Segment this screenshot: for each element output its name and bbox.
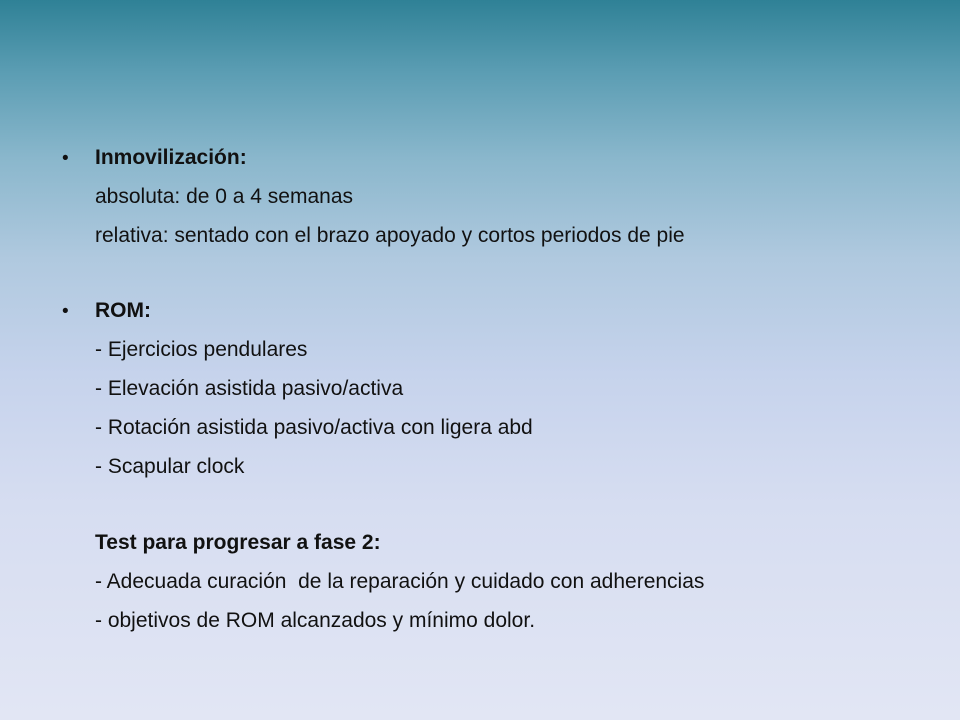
- text-line: - Elevación asistida pasivo/activa: [95, 377, 404, 400]
- text-line: absoluta: de 0 a 4 semanas: [95, 185, 354, 208]
- text-line: - objetivos de ROM alcanzados y mínimo dolor.: [95, 609, 536, 632]
- text-line: relativa: sentado con el brazo apoyado y cortos periodos de pie: [95, 224, 685, 247]
- bullet-rom: [62, 291, 922, 330]
- subheading-test: Test para progresar a fase 2:: [95, 531, 381, 554]
- text-line: - Adecuada curación de la reparación y cuidado con adherencias: [95, 570, 705, 593]
- bullet-inmovilizacion: [62, 138, 922, 177]
- bullet-dot-icon: •: [62, 148, 69, 169]
- slide-content: [62, 138, 922, 640]
- text-line: - Ejercicios pendulares: [95, 338, 308, 361]
- heading-rom: ROM:: [95, 299, 151, 322]
- bullet-dot-icon: •: [62, 301, 69, 322]
- text-line: - Rotación asistida pasivo/activa con ligera abd: [95, 416, 533, 439]
- heading-inmovilizacion: Inmovilización:: [95, 146, 247, 169]
- text-line: - Scapular clock: [95, 455, 245, 478]
